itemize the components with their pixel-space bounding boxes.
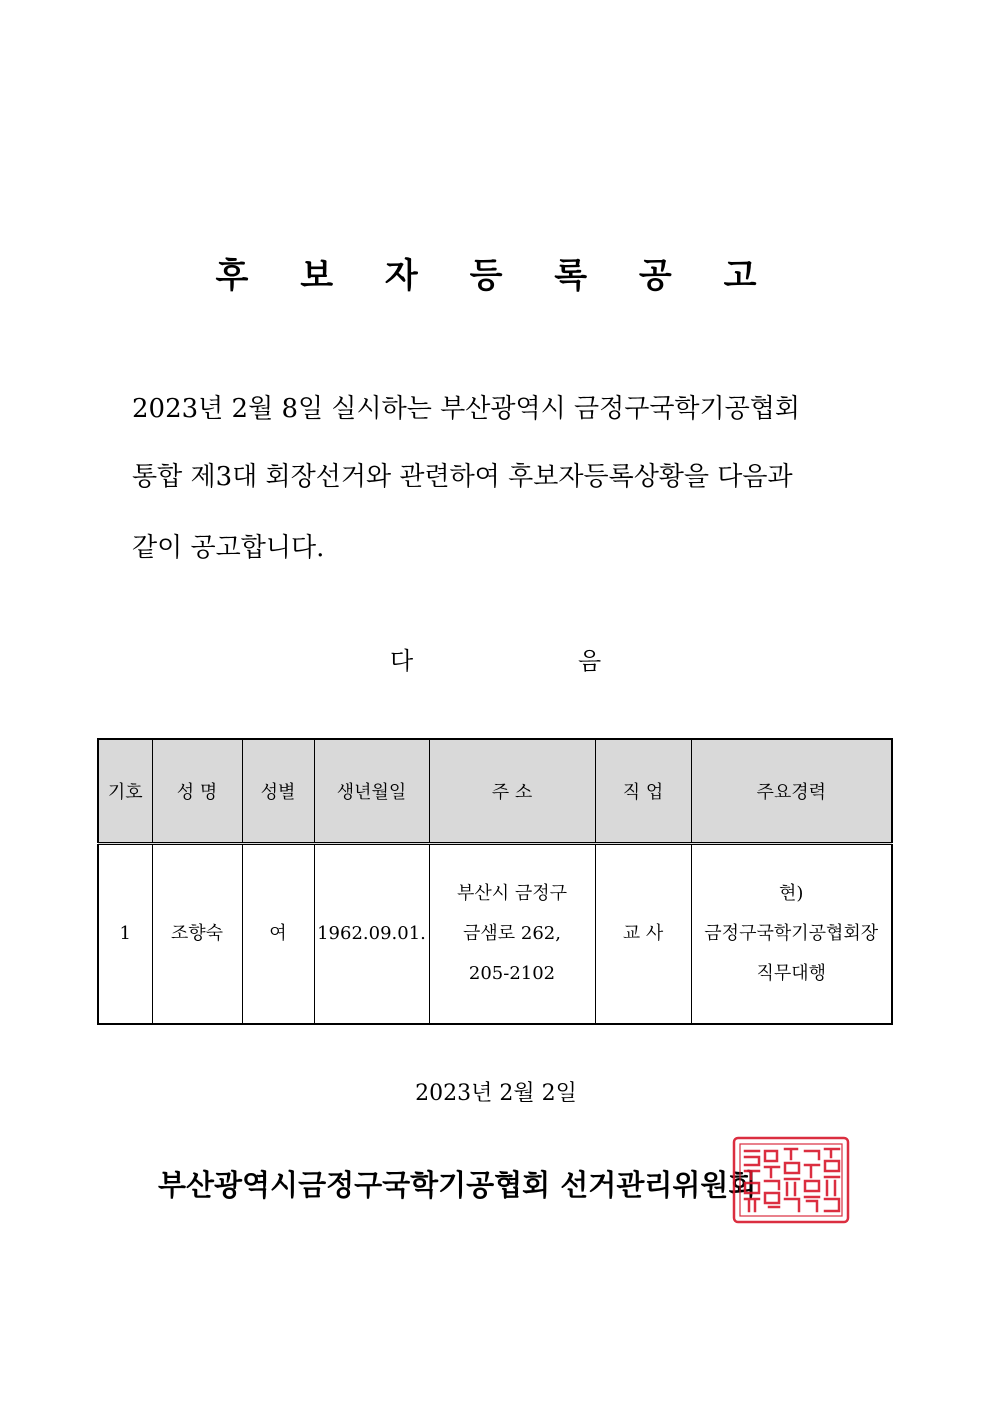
header-address: 주 소 (429, 739, 595, 844)
cell-name: 조향숙 (152, 844, 242, 1025)
cell-gender: 여 (242, 844, 314, 1025)
official-seal-icon (731, 1135, 851, 1225)
table-row (98, 844, 892, 1025)
career-line: 금정구국학기공협회장 (704, 923, 879, 944)
intro-line-3: 같이 공고합니다. (132, 533, 325, 563)
header-name: 성 명 (152, 739, 242, 844)
cell-career (691, 844, 892, 1025)
header-career: 주요경력 (691, 739, 892, 844)
subheading-left: 다 (390, 647, 414, 675)
header-number: 기호 (98, 739, 152, 844)
cell-birthdate: 1962.09.01. (314, 844, 429, 1025)
document-title: 후 보 자 등 록 공 고 (215, 256, 777, 296)
header-job: 직 업 (595, 739, 691, 844)
candidate-table (97, 738, 893, 1025)
address-line: 205-2102 (468, 963, 556, 984)
header-gender: 성별 (242, 739, 314, 844)
cell-number: 1 (98, 844, 152, 1025)
intro-line-1: 2023년 2월 8일 실시하는 부산광역시 금정구국학기공협회 (132, 394, 801, 424)
header-birthdate: 생년월일 (314, 739, 429, 844)
subheading-right: 음 (578, 647, 602, 675)
cell-job: 교 사 (595, 844, 691, 1025)
career-line: 현) (779, 883, 804, 904)
organization-name: 부산광역시금정구국학기공협회 선거관리위원회 (158, 1168, 757, 1202)
intro-line-2: 통합 제3대 회장선거와 관련하여 후보자등록상황을 다음과 (132, 462, 793, 492)
table-header-row (98, 739, 892, 844)
document-date: 2023년 2월 2일 (415, 1081, 577, 1106)
cell-address (429, 844, 595, 1025)
career-line: 직무대행 (756, 963, 827, 984)
address-line: 금샘로 262, (463, 923, 561, 944)
address-line: 부산시 금정구 (456, 883, 568, 904)
